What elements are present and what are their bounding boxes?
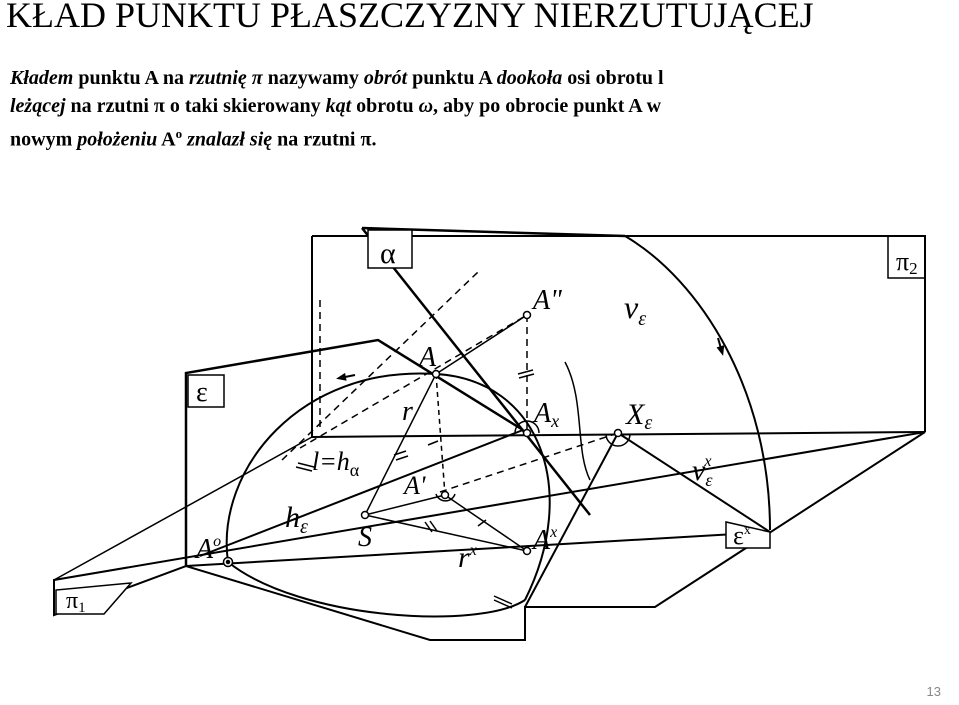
label-pi2: π2	[896, 247, 918, 278]
text-polozeniu: położeniu	[77, 128, 158, 151]
point-A-o-inner	[227, 561, 230, 564]
label-epsilon: ε	[196, 377, 208, 408]
label-A-prime: A'	[404, 471, 426, 500]
label-X-epsilon: Xε	[626, 398, 653, 434]
text-segment: nowym	[10, 128, 78, 151]
label-h-epsilon: $h_\varepsilon$	[285, 501, 308, 538]
text-segment: na rzutni π o taki skierowany	[65, 95, 326, 117]
label-A: A	[419, 342, 437, 373]
label-A-x: Ax	[534, 398, 560, 431]
dashed-alpha-to-A-double-prime	[300, 315, 527, 448]
arc-arrow-A	[340, 375, 355, 378]
label-r: r	[402, 396, 413, 427]
segment-A-x-A-double-prime	[436, 374, 527, 551]
label-epsilon-x: $\varepsilon^x$	[733, 521, 751, 550]
text-segment: punktu A	[407, 67, 497, 89]
trace-h-epsilon	[186, 532, 770, 566]
plane-pi1-outline	[54, 432, 925, 640]
label-v-epsilon-x: $v_\varepsilon x$	[692, 453, 713, 490]
segment-A-A-prime	[436, 374, 445, 495]
label-l-h-alpha: $l=h_\alpha$	[312, 447, 360, 480]
text-segment: punktu A na	[73, 67, 189, 89]
projection-connector-curve	[565, 362, 590, 480]
text-lezacej: leżącej	[10, 95, 66, 117]
text-dookola: dookoła	[496, 67, 563, 89]
label-A-x-lower: $A^x$	[533, 524, 558, 556]
rotation-arc-A-prime-lower	[228, 562, 525, 616]
point-A-x-lower	[524, 548, 531, 555]
text-segment: obrotu	[351, 95, 419, 117]
label-A-o: $A^o$	[196, 533, 222, 565]
plane-epsilon-outline	[186, 340, 523, 566]
text-kat: kąt	[325, 95, 352, 117]
text-segment: nazywamy	[262, 67, 364, 89]
label-r-x: $r^x$	[458, 541, 477, 574]
label-S: S	[358, 522, 372, 553]
point-A-x	[524, 430, 531, 437]
radius-r-x	[365, 515, 527, 551]
point-A-double-prime	[524, 312, 531, 319]
text-segment: osi obrotu l	[562, 67, 664, 89]
page-number: 13	[926, 684, 941, 699]
slide-title: KŁAD PUNKTU PŁASZCZYZNY NIERZUTUJĄCEJ	[6, 0, 814, 35]
rotation-arc-A	[227, 373, 550, 600]
text-superscript-o: o	[175, 126, 183, 141]
text-obrot: obrót	[363, 67, 408, 89]
text-omega: ω	[418, 95, 434, 117]
point-X-eps	[615, 430, 622, 437]
text-segment: na rzutni π.	[272, 128, 377, 151]
trace-v-epsilon-x	[525, 433, 618, 607]
text-segment: , aby po obrocie punkt A w	[433, 95, 662, 117]
label-v-epsilon: $v_\varepsilon$	[624, 289, 647, 330]
plane-alpha-outline	[362, 228, 625, 515]
text-znalazl: znalazł się	[182, 128, 273, 151]
point-A-prime	[442, 492, 449, 499]
label-alpha: α	[380, 237, 396, 270]
text-rzutnie: rzutnię π	[188, 67, 263, 89]
text-kladem: Kładem	[10, 67, 74, 89]
point-S	[362, 512, 369, 519]
text-segment: A	[157, 128, 176, 151]
label-pi1: π1	[66, 588, 86, 616]
label-A-double-prime: A"	[533, 285, 562, 316]
